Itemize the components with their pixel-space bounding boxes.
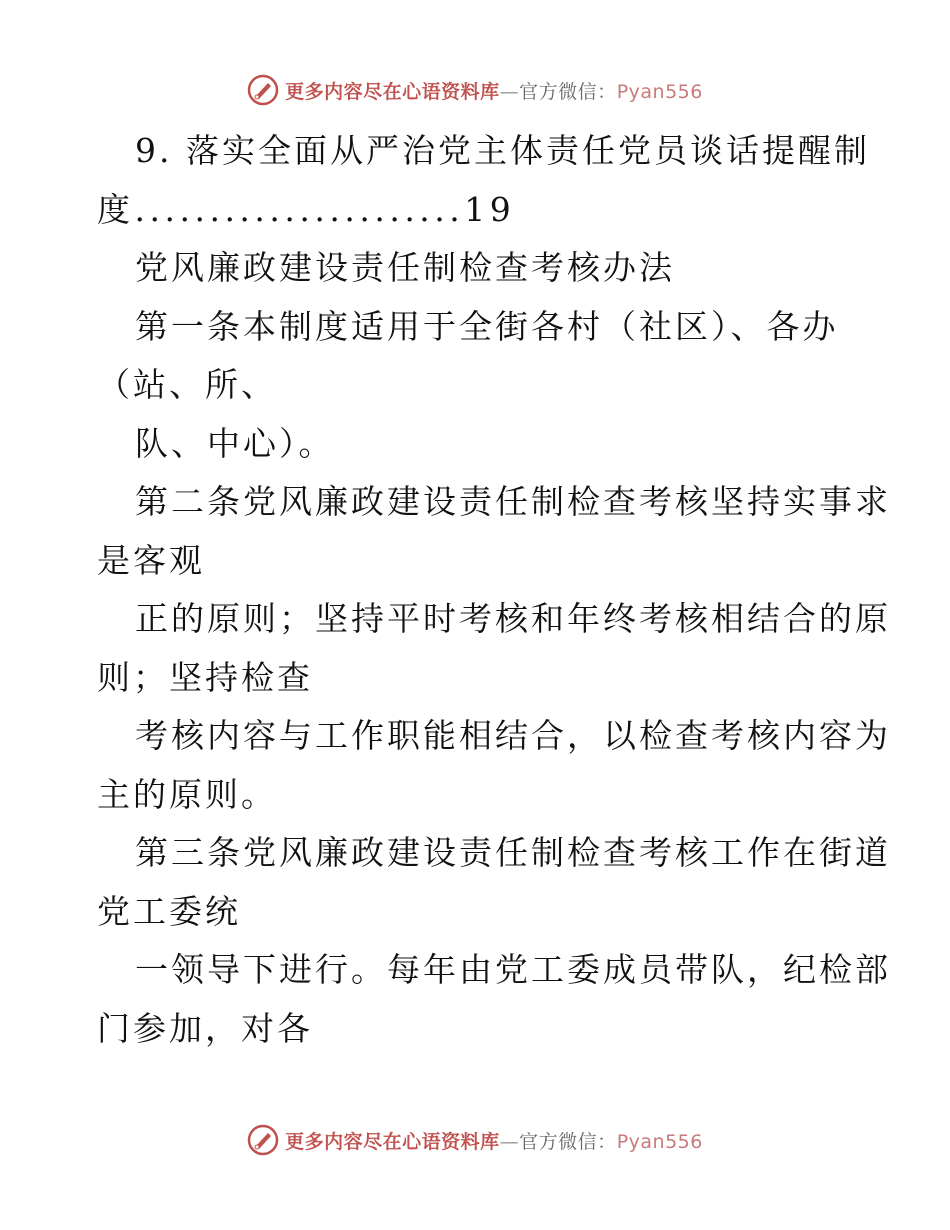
toc-entry-line: 9. 落实全面从严治党主体责任党员谈话提醒制: [135, 131, 870, 170]
watermark-label: 官方微信：: [519, 1130, 617, 1153]
watermark-id: Pyan556: [616, 1130, 703, 1153]
paragraph-line: 队、中心）。: [135, 423, 335, 463]
watermark-text: [285, 77, 703, 104]
watermark-text: [285, 1127, 703, 1154]
document-body: [97, 122, 891, 1058]
paragraph-line: 是客观: [97, 540, 205, 580]
watermark-dash: —: [499, 80, 520, 103]
watermark-site: 更多内容尽在心语资料库: [285, 80, 500, 103]
watermark-dash: —: [499, 1130, 520, 1153]
brand-logo-icon: [247, 1124, 279, 1156]
paragraph-line: 门参加，对各: [97, 1008, 313, 1048]
paragraph-line: 第二条党风廉政建设责任制检查考核坚持实事求: [135, 482, 891, 521]
document-title: 党风廉政建设责任制检查考核办法: [135, 248, 675, 287]
footer-watermark: [0, 1120, 950, 1160]
paragraph-line: 主的原则。: [97, 774, 277, 814]
paragraph-line: 一领导下进行。每年由党工委成员带队，纪检部: [135, 950, 891, 989]
paragraph-line: 考核内容与工作职能相结合，以检查考核内容为: [135, 716, 891, 755]
brand-logo-icon: [247, 74, 279, 106]
paragraph-line: 党工委统: [97, 891, 241, 931]
paragraph-line: 正的原则；坚持平时考核和年终考核相结合的原: [135, 599, 891, 638]
toc-entry-leader: 度......................19: [97, 189, 516, 229]
paragraph-line: （站、所、: [97, 365, 277, 404]
paragraph-line: 则；坚持检查: [97, 657, 313, 697]
watermark-id: Pyan556: [616, 80, 703, 103]
header-watermark: [0, 70, 950, 110]
paragraph-line: 第三条党风廉政建设责任制检查考核工作在街道: [135, 833, 891, 872]
watermark-label: 官方微信：: [519, 80, 617, 103]
paragraph-line: 第一条本制度适用于全街各村（社区）、各办: [135, 306, 839, 346]
watermark-site: 更多内容尽在心语资料库: [285, 1130, 500, 1153]
